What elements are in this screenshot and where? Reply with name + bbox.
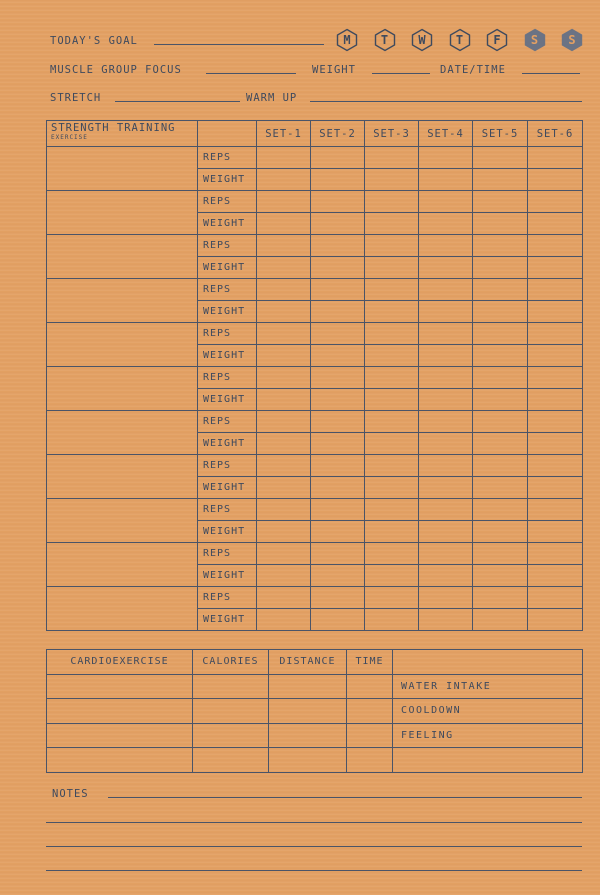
set-2-weight-cell[interactable]	[311, 257, 365, 279]
set-6-reps-cell[interactable]	[528, 323, 583, 345]
strength-header-row	[47, 121, 583, 147]
set-1-reps-cell[interactable]	[257, 587, 311, 609]
set-3-weight-cell[interactable]	[365, 345, 419, 367]
distance-cell[interactable]	[269, 674, 347, 699]
exercise-reps-row	[47, 455, 583, 477]
set-4-weight-cell[interactable]	[419, 345, 473, 367]
set-6-header: SET-6	[528, 121, 583, 147]
notes-label: NOTES	[52, 788, 89, 800]
set-4-reps-cell[interactable]	[419, 147, 473, 169]
day-letter: F	[493, 33, 501, 47]
set-5-header: SET-5	[473, 121, 528, 147]
set-5-weight-cell[interactable]	[473, 301, 528, 323]
set-5-weight-cell[interactable]	[473, 609, 528, 631]
side-blank-cell[interactable]	[393, 748, 583, 773]
set-4-reps-cell[interactable]	[419, 191, 473, 213]
exercise-name-cell[interactable]	[47, 455, 198, 499]
weight-label: WEIGHT	[198, 609, 257, 631]
warm-up-label: WARM UP	[246, 92, 298, 104]
notes-line[interactable]	[46, 870, 582, 871]
set-6-weight-cell[interactable]	[528, 433, 583, 455]
reps-label: REPS	[198, 279, 257, 301]
set-3-weight-cell[interactable]	[365, 521, 419, 543]
set-4-reps-cell[interactable]	[419, 499, 473, 521]
set-1-reps-cell[interactable]	[257, 147, 311, 169]
set-2-weight-cell[interactable]	[311, 345, 365, 367]
set-5-weight-cell[interactable]	[473, 477, 528, 499]
set-6-weight-cell[interactable]	[528, 565, 583, 587]
set-5-weight-cell[interactable]	[473, 169, 528, 191]
set-4-weight-cell[interactable]	[419, 169, 473, 191]
set-3-weight-cell[interactable]	[365, 213, 419, 235]
set-3-reps-cell[interactable]	[365, 279, 419, 301]
set-6-reps-cell[interactable]	[528, 279, 583, 301]
set-2-reps-cell[interactable]	[311, 499, 365, 521]
set-1-weight-cell[interactable]	[257, 257, 311, 279]
set-2-header: SET-2	[311, 121, 365, 147]
exercise-reps-row	[47, 367, 583, 389]
set-1-weight-cell[interactable]	[257, 433, 311, 455]
set-1-reps-cell[interactable]	[257, 235, 311, 257]
set-4-weight-cell[interactable]	[419, 389, 473, 411]
set-6-weight-cell[interactable]	[528, 521, 583, 543]
set-6-weight-cell[interactable]	[528, 213, 583, 235]
calories-header: CALORIES	[193, 650, 269, 675]
set-3-weight-cell[interactable]	[365, 257, 419, 279]
weight-label: WEIGHT	[198, 169, 257, 191]
cardio-exercise-cell[interactable]	[47, 699, 193, 724]
set-2-weight-cell[interactable]	[311, 433, 365, 455]
set-4-weight-cell[interactable]	[419, 565, 473, 587]
set-2-weight-cell[interactable]	[311, 301, 365, 323]
set-3-reps-cell[interactable]	[365, 411, 419, 433]
exercise-reps-row	[47, 147, 583, 169]
reps-label: REPS	[198, 323, 257, 345]
cardio-row	[47, 674, 583, 699]
set-1-header: SET-1	[257, 121, 311, 147]
exercise-reps-row	[47, 499, 583, 521]
set-3-reps-cell[interactable]	[365, 455, 419, 477]
set-3-reps-cell[interactable]	[365, 191, 419, 213]
day-toggle-4[interactable]	[449, 28, 471, 52]
time-cell[interactable]	[347, 699, 393, 724]
set-2-reps-cell[interactable]	[311, 279, 365, 301]
notes-line[interactable]	[46, 846, 582, 847]
cooldown-field[interactable]: COOLDOWN	[393, 699, 583, 724]
set-1-weight-cell[interactable]	[257, 301, 311, 323]
cardio-exercise-header: CARDIOEXERCISE	[47, 650, 193, 675]
set-2-reps-cell[interactable]	[311, 235, 365, 257]
set-4-weight-cell[interactable]	[419, 301, 473, 323]
set-1-reps-cell[interactable]	[257, 411, 311, 433]
day-letter: S	[568, 33, 576, 47]
set-4-weight-cell[interactable]	[419, 213, 473, 235]
set-6-reps-cell[interactable]	[528, 455, 583, 477]
set-2-reps-cell[interactable]	[311, 323, 365, 345]
day-toggle-7[interactable]	[561, 28, 583, 52]
set-6-reps-cell[interactable]	[528, 367, 583, 389]
set-6-reps-cell[interactable]	[528, 587, 583, 609]
set-2-reps-cell[interactable]	[311, 411, 365, 433]
water-intake-field[interactable]: WATER INTAKE	[393, 674, 583, 699]
set-4-weight-cell[interactable]	[419, 609, 473, 631]
day-toggle-3[interactable]	[411, 28, 433, 52]
exercise-reps-row	[47, 323, 583, 345]
calories-cell[interactable]	[193, 723, 269, 748]
set-4-header: SET-4	[419, 121, 473, 147]
strength-training-title: STRENGTH TRAINING	[51, 122, 176, 134]
weight-label: WEIGHT	[198, 389, 257, 411]
set-3-reps-cell[interactable]	[365, 147, 419, 169]
weight-label: WEIGHT	[198, 477, 257, 499]
cardio-exercise-cell[interactable]	[47, 674, 193, 699]
weight-label: WEIGHT	[198, 301, 257, 323]
reps-label: REPS	[198, 587, 257, 609]
row-type-header-cell	[198, 121, 257, 147]
set-5-weight-cell[interactable]	[473, 257, 528, 279]
set-6-weight-cell[interactable]	[528, 301, 583, 323]
feeling-field[interactable]: FEELING	[393, 723, 583, 748]
set-2-weight-cell[interactable]	[311, 169, 365, 191]
set-2-weight-cell[interactable]	[311, 609, 365, 631]
reps-label: REPS	[198, 235, 257, 257]
set-1-reps-cell[interactable]	[257, 543, 311, 565]
calories-cell[interactable]	[193, 699, 269, 724]
set-1-weight-cell[interactable]	[257, 521, 311, 543]
set-5-reps-cell[interactable]	[473, 587, 528, 609]
warm-up-line[interactable]	[310, 101, 582, 102]
weight-line[interactable]	[372, 73, 430, 74]
time-cell[interactable]	[347, 723, 393, 748]
set-4-reps-cell[interactable]	[419, 323, 473, 345]
time-cell[interactable]	[347, 674, 393, 699]
cardio-row	[47, 699, 583, 724]
exercise-name-cell[interactable]	[47, 147, 198, 191]
set-6-reps-cell[interactable]	[528, 543, 583, 565]
reps-label: REPS	[198, 499, 257, 521]
set-3-reps-cell[interactable]	[365, 499, 419, 521]
set-6-weight-cell[interactable]	[528, 389, 583, 411]
cardio-row	[47, 748, 583, 773]
set-5-weight-cell[interactable]	[473, 521, 528, 543]
exercise-name-cell[interactable]	[47, 191, 198, 235]
calories-cell[interactable]	[193, 674, 269, 699]
day-letter: W	[418, 33, 426, 47]
set-4-reps-cell[interactable]	[419, 455, 473, 477]
set-6-reps-cell[interactable]	[528, 411, 583, 433]
day-toggle-1[interactable]	[336, 28, 358, 52]
set-5-reps-cell[interactable]	[473, 323, 528, 345]
set-1-weight-cell[interactable]	[257, 169, 311, 191]
exercise-reps-row	[47, 191, 583, 213]
strength-title-cell	[47, 121, 198, 147]
side-header-blank	[393, 650, 583, 675]
set-5-weight-cell[interactable]	[473, 433, 528, 455]
day-letter: S	[530, 33, 539, 47]
set-3-header: SET-3	[365, 121, 419, 147]
reps-label: REPS	[198, 411, 257, 433]
reps-label: REPS	[198, 543, 257, 565]
set-6-reps-cell[interactable]	[528, 147, 583, 169]
day-toggle-5[interactable]	[486, 28, 508, 52]
exercise-reps-row	[47, 411, 583, 433]
set-3-weight-cell[interactable]	[365, 301, 419, 323]
date-time-label: DATE/TIME	[440, 64, 506, 76]
set-5-reps-cell[interactable]	[473, 235, 528, 257]
set-6-weight-cell[interactable]	[528, 477, 583, 499]
set-5-reps-cell[interactable]	[473, 411, 528, 433]
reps-label: REPS	[198, 455, 257, 477]
day-letter: M	[343, 33, 351, 47]
distance-cell[interactable]	[269, 699, 347, 724]
set-5-reps-cell[interactable]	[473, 279, 528, 301]
set-5-weight-cell[interactable]	[473, 213, 528, 235]
exercise-name-cell[interactable]	[47, 587, 198, 631]
set-3-reps-cell[interactable]	[365, 323, 419, 345]
set-6-reps-cell[interactable]	[528, 191, 583, 213]
set-3-weight-cell[interactable]	[365, 169, 419, 191]
stretch-line[interactable]	[115, 101, 240, 102]
exercise-subtitle: EXERCISE	[51, 134, 88, 141]
stretch-label: STRETCH	[50, 92, 102, 104]
reps-label: REPS	[198, 367, 257, 389]
exercise-name-cell[interactable]	[47, 279, 198, 323]
exercise-name-cell[interactable]	[47, 367, 198, 411]
calories-cell[interactable]	[193, 748, 269, 773]
set-2-reps-cell[interactable]	[311, 455, 365, 477]
set-4-reps-cell[interactable]	[419, 235, 473, 257]
weight-label: WEIGHT	[198, 565, 257, 587]
set-4-reps-cell[interactable]	[419, 543, 473, 565]
set-1-weight-cell[interactable]	[257, 477, 311, 499]
set-2-reps-cell[interactable]	[311, 367, 365, 389]
set-1-reps-cell[interactable]	[257, 279, 311, 301]
set-5-reps-cell[interactable]	[473, 455, 528, 477]
set-5-reps-cell[interactable]	[473, 147, 528, 169]
set-4-weight-cell[interactable]	[419, 257, 473, 279]
set-6-reps-cell[interactable]	[528, 499, 583, 521]
day-letter: T	[380, 33, 389, 47]
exercise-name-cell[interactable]	[47, 235, 198, 279]
cardio-exercise-cell[interactable]	[47, 748, 193, 773]
set-5-weight-cell[interactable]	[473, 389, 528, 411]
exercise-name-cell[interactable]	[47, 543, 198, 587]
set-2-reps-cell[interactable]	[311, 587, 365, 609]
set-1-reps-cell[interactable]	[257, 191, 311, 213]
distance-header: DISTANCE	[269, 650, 347, 675]
set-2-weight-cell[interactable]	[311, 213, 365, 235]
set-3-reps-cell[interactable]	[365, 543, 419, 565]
cardio-header-row	[47, 650, 583, 675]
set-4-reps-cell[interactable]	[419, 367, 473, 389]
set-3-reps-cell[interactable]	[365, 367, 419, 389]
distance-cell[interactable]	[269, 723, 347, 748]
exercise-name-cell[interactable]	[47, 499, 198, 543]
set-3-weight-cell[interactable]	[365, 389, 419, 411]
set-3-weight-cell[interactable]	[365, 609, 419, 631]
day-toggle-6[interactable]	[524, 28, 546, 52]
set-4-weight-cell[interactable]	[419, 477, 473, 499]
muscle-group-focus-label: MUSCLE GROUP FOCUS	[50, 64, 182, 76]
reps-label: REPS	[198, 191, 257, 213]
weight-label: WEIGHT	[198, 345, 257, 367]
set-6-weight-cell[interactable]	[528, 609, 583, 631]
set-2-reps-cell[interactable]	[311, 191, 365, 213]
exercise-reps-row	[47, 279, 583, 301]
set-2-reps-cell[interactable]	[311, 147, 365, 169]
set-1-weight-cell[interactable]	[257, 609, 311, 631]
set-5-reps-cell[interactable]	[473, 499, 528, 521]
set-6-weight-cell[interactable]	[528, 257, 583, 279]
set-3-reps-cell[interactable]	[365, 235, 419, 257]
set-1-weight-cell[interactable]	[257, 345, 311, 367]
set-3-weight-cell[interactable]	[365, 477, 419, 499]
set-4-weight-cell[interactable]	[419, 433, 473, 455]
cardio-exercise-cell[interactable]	[47, 723, 193, 748]
todays-goal-label: TODAY'S GOAL	[50, 35, 138, 47]
set-2-weight-cell[interactable]	[311, 565, 365, 587]
exercise-reps-row	[47, 235, 583, 257]
set-6-weight-cell[interactable]	[528, 345, 583, 367]
set-1-reps-cell[interactable]	[257, 455, 311, 477]
date-time-line[interactable]	[522, 73, 580, 74]
weight-label: WEIGHT	[198, 433, 257, 455]
weight-label: WEIGHT	[198, 213, 257, 235]
set-1-reps-cell[interactable]	[257, 499, 311, 521]
set-2-weight-cell[interactable]	[311, 521, 365, 543]
time-cell[interactable]	[347, 748, 393, 773]
weight-label: WEIGHT	[312, 64, 356, 76]
set-3-weight-cell[interactable]	[365, 565, 419, 587]
set-5-reps-cell[interactable]	[473, 191, 528, 213]
strength-training-table	[46, 120, 583, 631]
set-6-reps-cell[interactable]	[528, 235, 583, 257]
day-letter: T	[455, 33, 464, 47]
set-5-reps-cell[interactable]	[473, 367, 528, 389]
set-1-reps-cell[interactable]	[257, 367, 311, 389]
set-2-reps-cell[interactable]	[311, 543, 365, 565]
set-5-weight-cell[interactable]	[473, 345, 528, 367]
exercise-name-cell[interactable]	[47, 411, 198, 455]
exercise-reps-row	[47, 543, 583, 565]
time-header: TIME	[347, 650, 393, 675]
todays-goal-line[interactable]	[154, 44, 324, 45]
muscle-group-focus-line[interactable]	[206, 73, 296, 74]
set-2-weight-cell[interactable]	[311, 389, 365, 411]
set-1-reps-cell[interactable]	[257, 323, 311, 345]
set-3-weight-cell[interactable]	[365, 433, 419, 455]
set-1-weight-cell[interactable]	[257, 565, 311, 587]
set-2-weight-cell[interactable]	[311, 477, 365, 499]
cardio-table	[46, 649, 583, 773]
exercise-reps-row	[47, 587, 583, 609]
set-6-weight-cell[interactable]	[528, 169, 583, 191]
notes-line[interactable]	[108, 797, 582, 798]
day-toggle-2[interactable]	[374, 28, 396, 52]
distance-cell[interactable]	[269, 748, 347, 773]
set-1-weight-cell[interactable]	[257, 213, 311, 235]
set-4-weight-cell[interactable]	[419, 521, 473, 543]
set-4-reps-cell[interactable]	[419, 587, 473, 609]
exercise-name-cell[interactable]	[47, 323, 198, 367]
weight-label: WEIGHT	[198, 521, 257, 543]
set-5-reps-cell[interactable]	[473, 543, 528, 565]
set-1-weight-cell[interactable]	[257, 389, 311, 411]
set-3-reps-cell[interactable]	[365, 587, 419, 609]
weight-label: WEIGHT	[198, 257, 257, 279]
set-4-reps-cell[interactable]	[419, 279, 473, 301]
set-4-reps-cell[interactable]	[419, 411, 473, 433]
set-5-weight-cell[interactable]	[473, 565, 528, 587]
cardio-row	[47, 723, 583, 748]
notes-line[interactable]	[46, 822, 582, 823]
reps-label: REPS	[198, 147, 257, 169]
